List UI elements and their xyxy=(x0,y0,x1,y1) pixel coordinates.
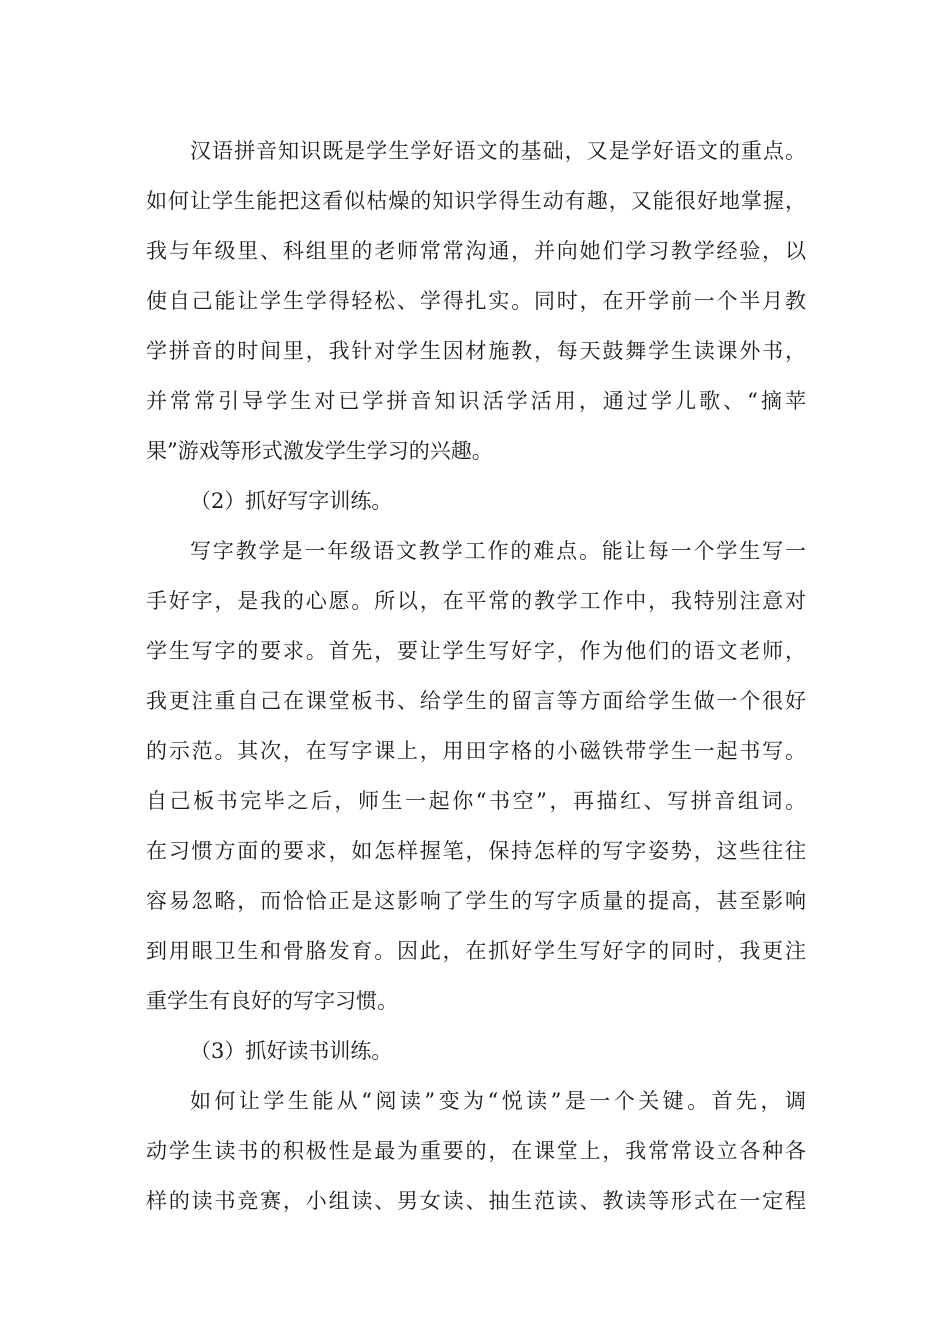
paragraph-1-line-4: 使自己能让学生学得轻松、学得扎实。同时，在开学前一个半月教 xyxy=(146,289,806,313)
paragraph-2-line-5: 的示范。其次，在写字课上，用田字格的小磁铁带学生一起书写。 xyxy=(146,739,806,763)
paragraph-2-line-6: 自己板书完毕之后，师生一起你“书空”，再描红、写拼音组词。 xyxy=(146,789,806,813)
paragraph-2-line-2: 手好字，是我的心愿。所以，在平常的教学工作中，我特别注意对 xyxy=(146,589,806,613)
paragraph-2-line-10: 重学生有良好的写字习惯。 xyxy=(146,989,398,1013)
section-heading-3: （3）抓好读书训练。 xyxy=(190,1039,393,1063)
paragraph-2-line-9: 到用眼卫生和骨胳发育。因此，在抓好学生写好字的同时，我更注 xyxy=(146,939,806,963)
paragraph-2-line-8: 容易忽略，而恰恰正是这影响了学生的写字质量的提高，甚至影响 xyxy=(146,889,806,913)
paragraph-2-line-3: 学生写字的要求。首先，要让学生写好字，作为他们的语文老师， xyxy=(146,639,806,663)
paragraph-1-line-6: 并常常引导学生对已学拼音知识活学活用，通过学儿歌、“摘苹 xyxy=(146,389,806,413)
paragraph-2-line-4: 我更注重自己在课堂板书、给学生的留言等方面给学生做一个很好 xyxy=(146,689,806,713)
section-heading-2: （2）抓好写字训练。 xyxy=(190,489,393,513)
paragraph-2-line-7: 在习惯方面的要求，如怎样握笔，保持怎样的写字姿势，这些往往 xyxy=(146,839,806,863)
paragraph-3-line-2: 动学生读书的积极性是最为重要的，在课堂上，我常常设立各种各 xyxy=(146,1139,806,1163)
paragraph-1-line-1: 汉语拼音知识既是学生学好语文的基础，又是学好语文的重点。 xyxy=(190,139,806,163)
paragraph-1-line-2: 如何让学生能把这看似枯燥的知识学得生动有趣，又能很好地掌握， xyxy=(146,189,806,213)
paragraph-1-line-7: 果”游戏等形式激发学生学习的兴趣。 xyxy=(146,439,493,463)
paragraph-3-line-1: 如何让学生能从“阅读”变为“悦读”是一个关键。首先，调 xyxy=(190,1089,806,1113)
paragraph-2-line-1: 写字教学是一年级语文教学工作的难点。能让每一个学生写一 xyxy=(190,539,806,563)
paragraph-1-line-5: 学拼音的时间里，我针对学生因材施教，每天鼓舞学生读课外书， xyxy=(146,339,806,363)
paragraph-3-line-3: 样的读书竞赛，小组读、男女读、抽生范读、教读等形式在一定程 xyxy=(146,1189,806,1213)
paragraph-1-line-3: 我与年级里、科组里的老师常常沟通，并向她们学习教学经验，以 xyxy=(146,239,806,263)
